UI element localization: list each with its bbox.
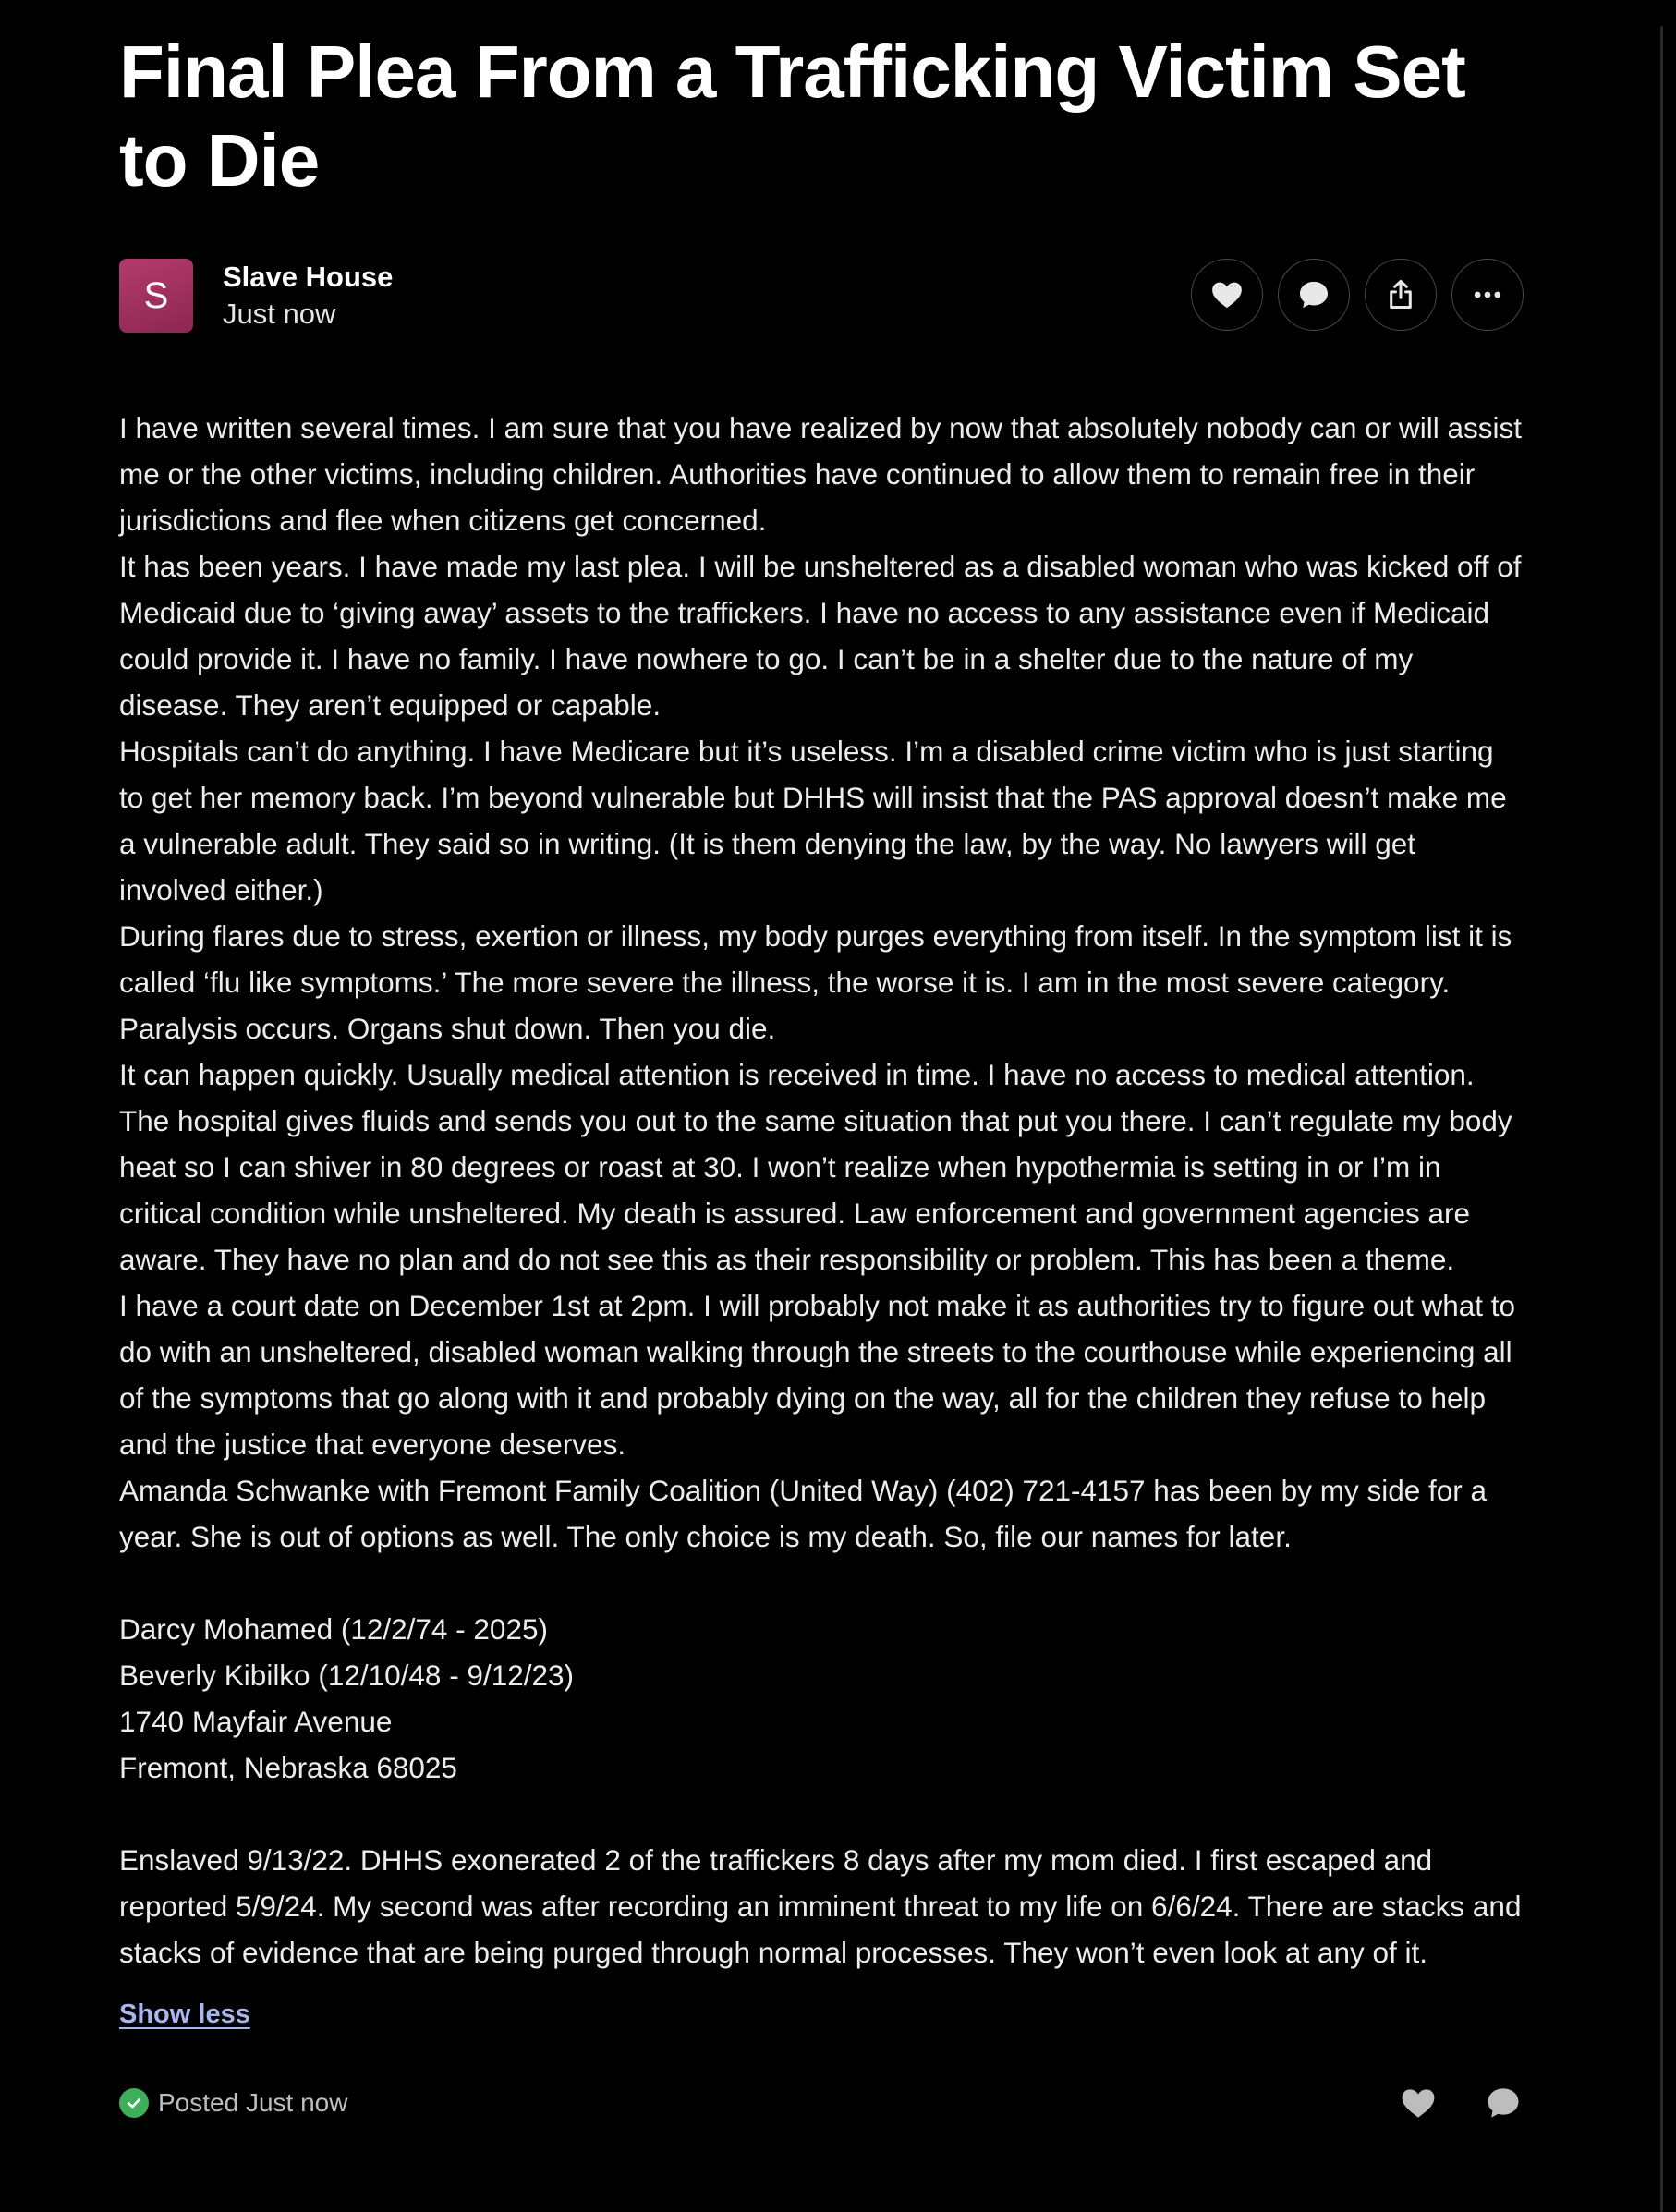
posted-label: Posted Just now	[158, 2088, 348, 2117]
like-button[interactable]	[1191, 259, 1263, 331]
post-body	[119, 405, 1524, 1975]
author-name[interactable]: Slave House	[223, 261, 394, 293]
author-avatar[interactable]	[119, 259, 193, 333]
footer-actions	[1398, 2083, 1524, 2123]
paragraph: During flares due to stress, exertion or illness, my body purges everything from itself. In the symptom list it is called ‘flu like symptoms.’ The more severe the illness, the worse it is. I am in the most severe category. Paralysis occurs. Organs shut down. Then you die.	[119, 919, 1512, 1045]
paragraph: I have written several times. I am sure that you have realized by now that absolutely nobody can or will assist me or the other victims, including children. Authorities have continued to allow them to remain free in their jurisdictions and flee when citizens get concerned.	[119, 411, 1522, 537]
memorial-line: Darcy Mohamed (12/2/74 - 2025)	[119, 1612, 548, 1646]
memorial-line: Beverly Kibilko (12/10/48 - 9/12/23)	[119, 1659, 575, 1692]
page-scrollbar[interactable]	[1660, 26, 1663, 2212]
post-timestamp: Just now	[223, 298, 336, 330]
share-icon	[1383, 277, 1418, 312]
paragraph: Amanda Schwanke with Fremont Family Coalition (United Way) (402) 721-4157 has been by my side for a year. She is out of options as well. The only choice is my death. So, file our names for later.	[119, 1474, 1488, 1553]
paragraph: It has been years. I have made my last plea. I will be unsheltered as a disabled woman who was kicked off of Medicaid due to ‘giving away’ assets to the traffickers. I have no access to any assistance even if Medicaid could provide it. I have no family. I have nowhere to go. I can’t be in a shelter due to the nature of my disease. They aren’t equipped or capable.	[119, 550, 1522, 722]
post-container	[119, 28, 1524, 2123]
paragraph: Hospitals can’t do anything. I have Medicare but it’s useless. I’m a disabled crime victim who is just starting to get her memory back. I’m beyond vulnerable but DHHS will insist that the PAS approval doesn’t make me a vulnerable adult. They said so in writing. (It is them denying the law, by the way. No lawyers will get involved either.)	[119, 735, 1507, 906]
paragraph-spacer	[119, 1560, 1524, 1606]
memorial-line: Fremont, Nebraska 68025	[119, 1751, 457, 1784]
posted-status	[119, 2083, 347, 2123]
paragraph-spacer	[119, 1791, 1524, 1837]
author-row	[119, 259, 1524, 333]
post-actions	[1191, 259, 1524, 331]
post-title: Final Plea From a Trafficking Victim Set to Die	[119, 30, 1465, 201]
check-circle-icon	[119, 2088, 149, 2118]
post-footer	[119, 2083, 1524, 2123]
heart-icon	[1208, 276, 1245, 313]
avatar-initial: S	[143, 274, 169, 316]
more-button[interactable]	[1451, 259, 1524, 331]
speech-bubble-icon	[1295, 276, 1332, 313]
speech-bubble-icon[interactable]	[1483, 2083, 1524, 2123]
paragraph: I have a court date on December 1st at 2pm. I will probably not make it as authorities try to figure out what to do with an unsheltered, disabled woman walking through the streets to the courthouse while experiencing all of the symptoms that go along with it and probably dying on the way, all for the children they refuse to help and the justice that everyone deserves.	[119, 1289, 1516, 1461]
closing-paragraph: Enslaved 9/13/22. DHHS exonerated 2 of the traffickers 8 days after my mom died. I first escaped and reported 5/9/24. My second was after recording an imminent threat to my life on 6/6/24. There are stacks and stacks of evidence that are being purged through normal processes. They won’t even look at any of it.	[119, 1843, 1522, 1969]
show-less-link[interactable]: Show less	[119, 1999, 250, 2029]
memorial-line: 1740 Mayfair Avenue	[119, 1705, 393, 1738]
share-button[interactable]	[1365, 259, 1437, 331]
paragraph: It can happen quickly. Usually medical attention is received in time. I have no access to medical attention. The hospital gives fluids and sends you out to the same situation that put you there. I can’t regulate my body heat so I can shiver in 80 degrees or roast at 30. I won’t realize when hypothermia is setting in or I’m in critical condition while unsheltered. My death is assured. Law enforcement and government agencies are aware. They have no plan and do not see this as their responsibility or problem. This has been a theme.	[119, 1058, 1512, 1276]
heart-icon[interactable]	[1398, 2083, 1439, 2123]
comment-button[interactable]	[1278, 259, 1350, 331]
ellipsis-icon	[1469, 276, 1506, 313]
